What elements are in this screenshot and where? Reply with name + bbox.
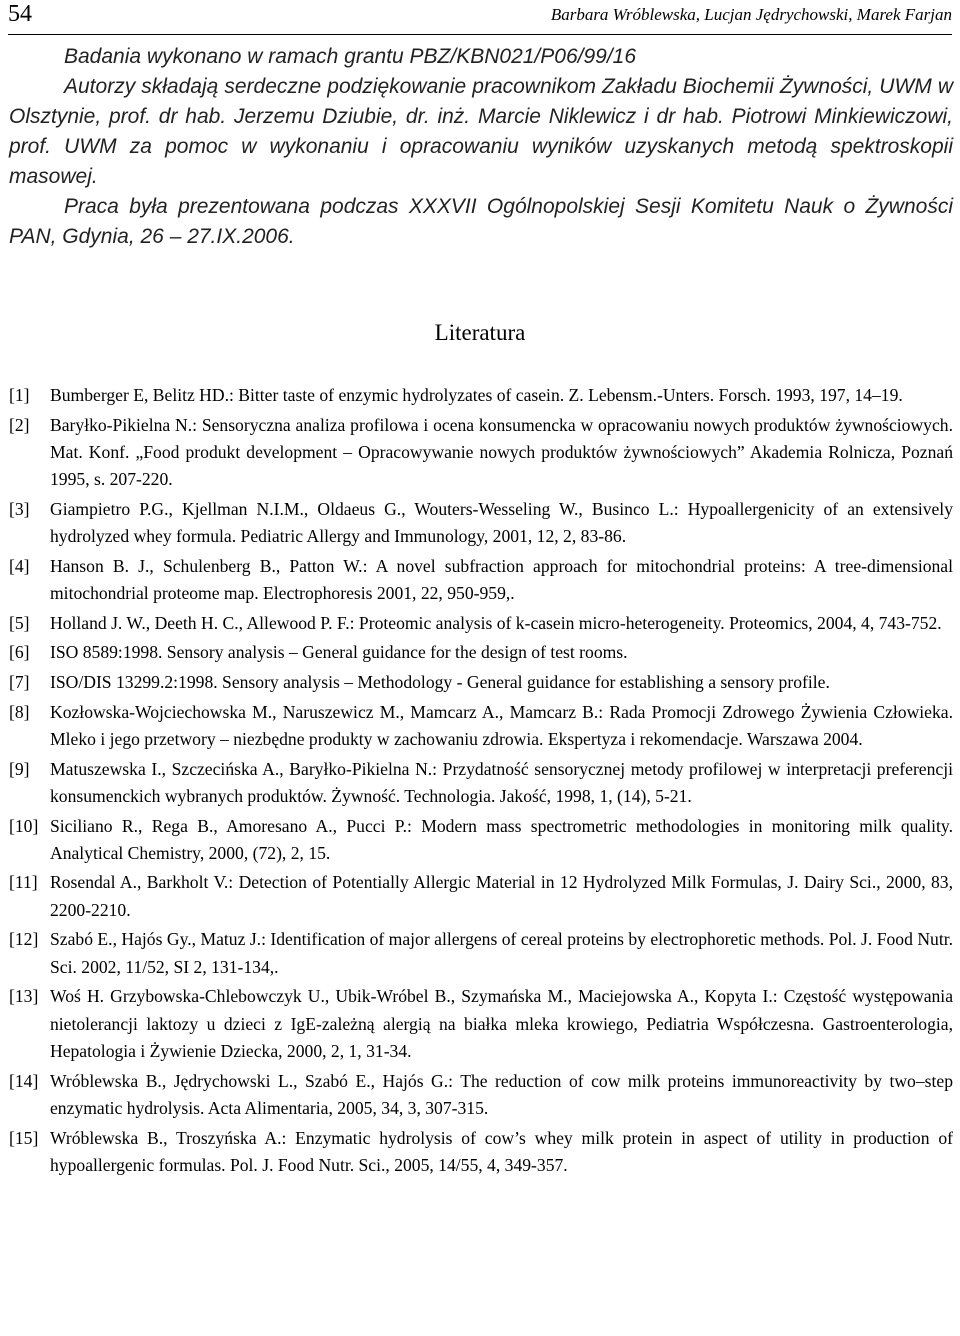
reference-item: [9, 382, 953, 409]
reference-number: [8]: [9, 701, 30, 722]
reference-text: Kozłowska-Wojciechowska M., Naruszewicz M., Mamcarz A., Mamcarz B.: Rada Promocji Zdrowego Żywienia Człowieka. Mleko i jego przetwory – niezbędne produkty w zachowaniu zdrowia. Ekspertyza i rekomendacje. Warszawa 2004.: [50, 701, 953, 749]
reference-number: [15]: [9, 1127, 39, 1148]
reference-item: [9, 412, 953, 494]
reference-text: Wróblewska B., Jędrychowski L., Szabó E., Hajós G.: The reduction of cow milk proteins immunoreactivity by two–step enzymatic hydrolysis. Acta Alimentaria, 2005, 34, 3, 307-315.: [50, 1070, 953, 1118]
reference-text: Holland J. W., Deeth H. C., Allewood P. F.: Proteomic analysis of k-casein micro-heterogeneity. Proteomics, 2004, 4, 743-752.: [50, 612, 942, 633]
reference-item: [9, 699, 953, 754]
page-number: 54: [8, 1, 32, 27]
reference-number: [10]: [9, 815, 39, 836]
reference-item: [9, 553, 953, 608]
reference-item: [9, 756, 953, 811]
reference-text: Wróblewska B., Troszyńska A.: Enzymatic hydrolysis of cow’s whey milk protein in aspect of utility in production of hypoallergenic formulas. Pol. J. Food Nutr. Sci., 2005, 14/55, 4, 349-357.: [50, 1127, 953, 1175]
reference-text: Hanson B. J., Schulenberg B., Patton W.: A novel subfraction approach for mitochondrial proteins: A tree-dimensional mitochondrial proteome map. Electrophoresis 2001, 22, 950-959,.: [50, 555, 953, 604]
reference-number: [13]: [9, 986, 39, 1007]
acknowledgements: [9, 42, 953, 252]
literature-heading: Literatura: [434, 320, 526, 345]
reference-text: ISO/DIS 13299.2:1998. Sensory analysis – Methodology - General guidance for establishing a sensory profile.: [50, 672, 830, 693]
reference-item: [9, 813, 953, 868]
reference-text: Matuszewska I., Szczecińska A., Baryłko-Pikielna N.: Przydatność sensorycznej metody profilowej w interpretacji preferencji konsumenckich wybranych produktów. Żywność. Technologia. Jakość, 1998, 1, (14), 5-21.: [50, 758, 953, 806]
reference-number: [1]: [9, 385, 30, 405]
reference-item: [9, 639, 953, 666]
reference-text: Woś H. Grzybowska-Chlebowczyk U., Ubik-Wróbel B., Szymańska M., Maciejowska A., Kopyta I.: Częstość występowania nietolerancji laktozy u dzieci z IgE-zależną alergią na białka mleka krowiego, Pediatria Współczesna. Gastroenterologia, Hepatologia i Żywienie Dziecka, 2000, 2, 1, 31-34.: [50, 986, 953, 1061]
reference-number: [3]: [9, 498, 30, 519]
reference-number: [2]: [9, 414, 30, 435]
reference-item: [9, 610, 953, 637]
reference-item: [9, 926, 953, 981]
reference-text: Bumberger E, Belitz HD.: Bitter taste of enzymic hydrolyzates of casein. Z. Lebensm.-Unters. Forsch. 1993, 197, 14–19.: [50, 385, 903, 405]
reference-item: [9, 669, 953, 696]
reference-text: ISO 8589:1998. Sensory analysis – General guidance for the design of test rooms.: [50, 642, 628, 663]
page-header: [8, 0, 952, 36]
reference-number: [6]: [9, 642, 30, 663]
reference-number: [7]: [9, 672, 30, 693]
reference-text: Szabó E., Hajós Gy., Matuz J.: Identification of major allergens of cereal proteins by electrophoretic methods. Pol. J. Food Nutr. Sci. 2002, 11/52, SI 2, 131-134,.: [50, 929, 953, 977]
reference-number: [9]: [9, 758, 30, 779]
header-rule: [8, 34, 952, 35]
thanks-note: Autorzy składają serdeczne podziękowanie pracownikom Zakładu Biochemii Żywności, UWM w Olsztynie, prof. dr hab. Jerzemu Dziubie, dr. inż. Marcie Niklewicz i dr hab. Piotrowi Minkiewiczowi, prof. UWM za pomoc w wykonaniu i opracowaniu wyników uzyskanych metodą spektroskopii masowej.: [9, 75, 953, 188]
reference-item: [9, 496, 953, 551]
reference-text: Siciliano R., Rega B., Amoresano A., Pucci P.: Modern mass spectrometric methodologies in monitoring milk quality. Analytical Chemistry, 2000, (72), 2, 15.: [50, 815, 953, 863]
reference-text: Giampietro P.G., Kjellman N.I.M., Oldaeus G., Wouters-Wesseling W., Businco L.: Hypoallergenicity of an extensively hydrolyzed whey formula. Pediatric Allergy and Immunology, 2001, 12, 2, 83-86.: [50, 498, 953, 547]
reference-item: [9, 1125, 953, 1180]
reference-item: [9, 1068, 953, 1123]
grant-note: Badania wykonano w ramach grantu PBZ/KBN021/P06/99/16: [64, 45, 637, 68]
reference-number: [14]: [9, 1070, 39, 1091]
reference-text: Rosendal A., Barkholt V.: Detection of Potentially Allergic Material in 12 Hydrolyzed Milk Formulas, J. Dairy Sci., 2000, 83, 2200-2210.: [50, 872, 953, 920]
reference-item: [9, 869, 953, 924]
reference-number: [5]: [9, 612, 30, 633]
reference-item: [9, 983, 953, 1065]
running-head-authors: Barbara Wróblewska, Lucjan Jędrychowski, Marek Farjan: [550, 5, 952, 24]
reference-number: [4]: [9, 555, 30, 576]
reference-text: Baryłko-Pikielna N.: Sensoryczna analiza profilowa i ocena konsumencka w opracowaniu nowych produktów żywnościowych. Mat. Konf. „Food produkt development – Opracowywanie nowych produktów żywnościowych” Akademia Rolnicza, Poznań 1995, s. 207-220.: [50, 414, 953, 490]
reference-list: [9, 382, 953, 1181]
reference-number: [12]: [9, 929, 39, 950]
reference-number: [11]: [9, 872, 38, 893]
presentation-note: Praca była prezentowana podczas XXXVII Ogólnopolskiej Sesji Komitetu Nauk o Żywności PAN, Gdynia, 26 – 27.IX.2006.: [9, 195, 953, 248]
